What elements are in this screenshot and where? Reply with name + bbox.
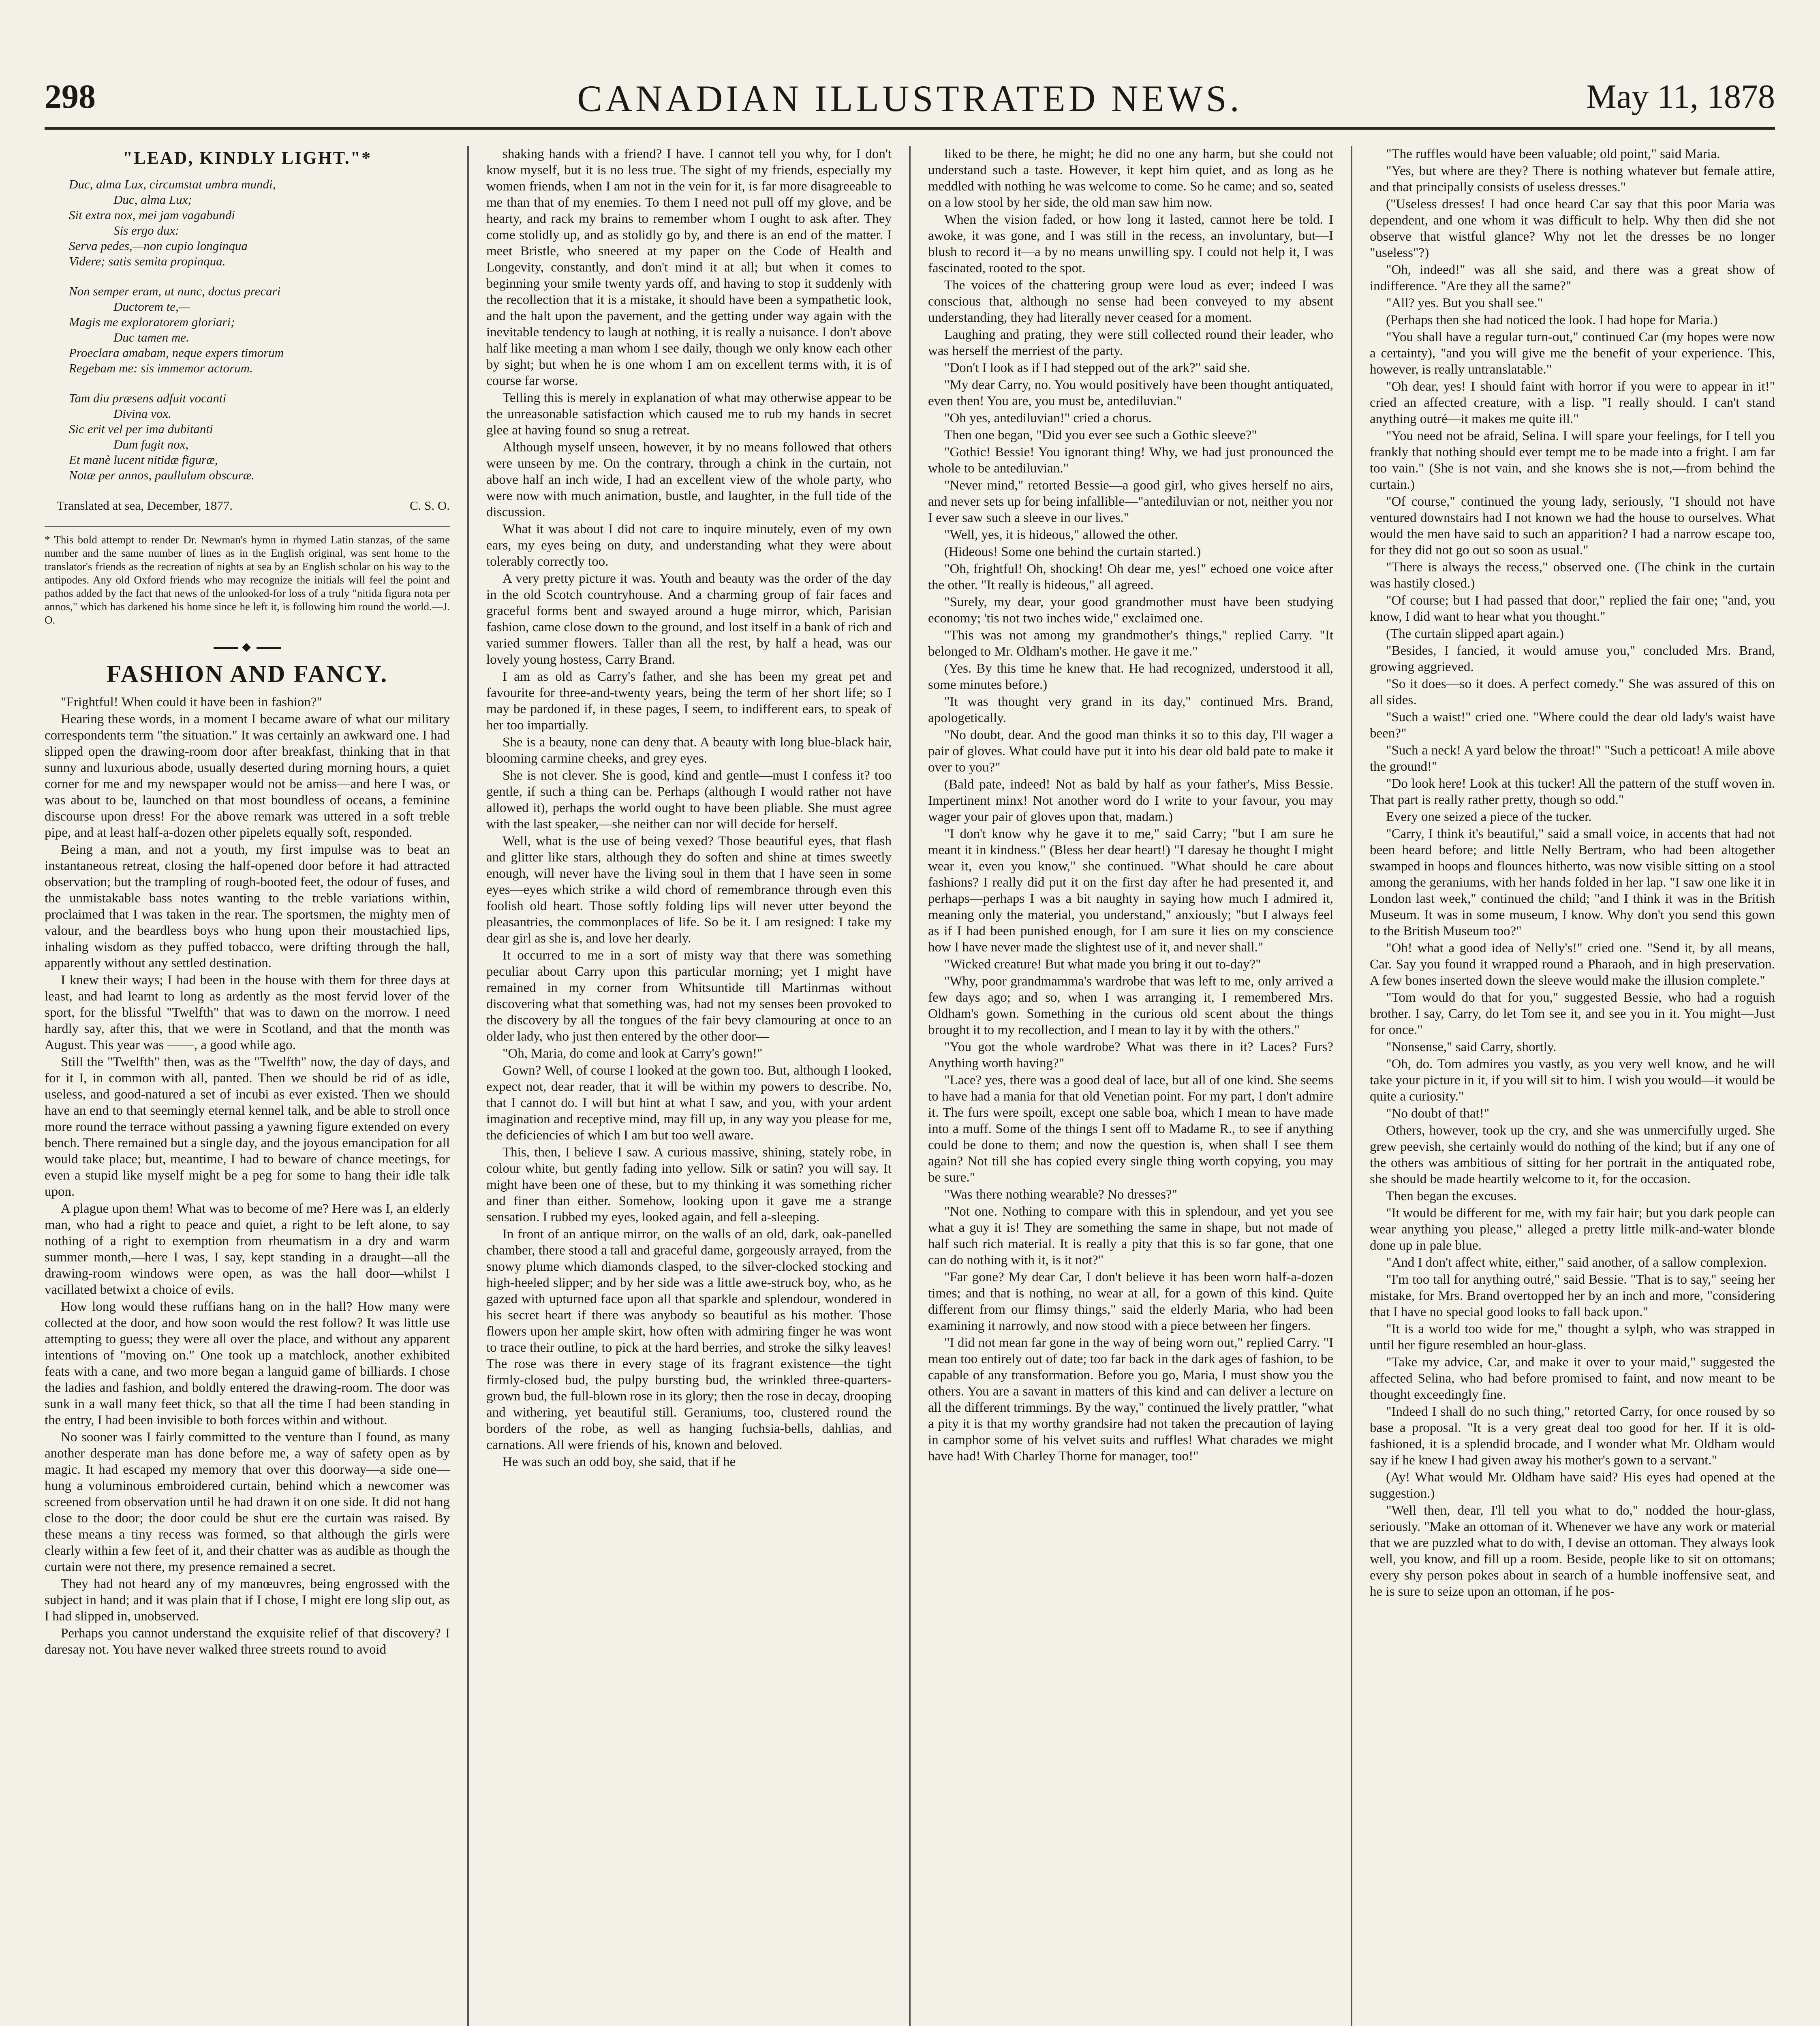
paragraph: "So it does—so it does. A perfect comedy." She was assured of this on all sides.: [1370, 677, 1775, 707]
paragraph: "Oh, Maria, do come and look at Carry's gown!": [503, 1046, 763, 1061]
paragraph: "Do look here! Look at this tucker! All the pattern of the stuff woven in. That part is really rather pretty, though so odd.": [1370, 776, 1775, 807]
column-3: [928, 146, 1333, 2026]
newspaper-page: [45, 61, 1775, 2026]
issue-date: May 11, 1878: [1586, 78, 1775, 115]
paragraph: "I don't know why he gave it to me," said Carry; "but I am sure he meant it in kindness." (Bless her dear heart!) "I daresay he thought I might wear it, even you know," she continued. "What should he care about fashions? I really did put it on the first day after he had presented it, and perhaps—perhaps I was a bit naughty in saying how much I admired it, meaning only the material, you understand," anxiously; "but I always feel as if I had been punished enough, for I am sure it lies on my conscience how I have never made the slightest use of it, and never shall.": [928, 827, 1333, 955]
paragraph: "Oh dear, yes! I should faint with horror if you were to appear in it!" cried an affected creature, with a lisp. "I really should. I can't stand anything outré—it makes me quite ill.": [1370, 379, 1775, 426]
page-number: 298: [45, 78, 96, 115]
column-divider: [909, 146, 911, 2026]
columns: [45, 146, 1775, 2026]
poem-line: Sic erit vel per ima dubitanti: [69, 422, 213, 436]
poem-line: Non semper eram, ut nunc, doctus precari: [69, 284, 281, 298]
poem-line: Duc, alma Lux, circumstat umbra mundi,: [69, 177, 276, 191]
paragraph: (The curtain slipped apart again.): [1386, 626, 1564, 641]
paragraph: "There is always the recess," observed one. (The chink in the curtain was hastily closed.): [1370, 560, 1775, 591]
paragraph: "It is a world too wide for me," thought a sylph, who was strapped in until her figure resembled an hour-glass.: [1370, 1322, 1775, 1353]
paragraph: Perhaps you cannot understand the exquisite relief of that discovery? I daresay not. You have never walked three streets round to avoid: [45, 1626, 450, 1657]
column-4: [1370, 146, 1775, 2026]
poem-line: Et manè lucent nitidæ figuræ,: [69, 453, 218, 467]
paragraph: She is not clever. She is good, kind and gentle—must I confess it? too gentle, if such a thing can be. Perhaps (although I would rather not have allowed it), perhaps the world ought to have been pliable. She must agree with the last speaker,—she neither can nor will decide for herself.: [486, 768, 892, 831]
paragraph: Being a man, and not a youth, my first impulse was to beat an instantaneous retreat, closing the half-opened door before it had attracted observation; but the trampling of rough-booted feet, the odour of fuses, and the unmistakable bass notes wanting to the treble variations within, proclaimed that I was taken in the rear. The sportsmen, the mighty men of valour, and the beardless boys who hung upon their moustachied lips, inhaling wisdom as they puffed tobacco, were drifting through the hall, apparently without any settled destination.: [45, 842, 450, 970]
paragraph: "No doubt, dear. And the good man thinks it so to this day, I'll wager a pair of gloves. What could have put it into his dear old bald pate to make it over to you?": [928, 728, 1333, 775]
paragraph: This, then, I believe I saw. A curious massive, shining, stately robe, in colour white, but gently fading into yellow. Silk or satin? you will say. It might have been one of these, but to my thinking it was something richer and finer than either. Somehow, looking upon it gave me a strange sensation. I rubbed my eyes, looked again, and fell a-sleeping.: [486, 1145, 892, 1225]
paragraph: "Of course," continued the young lady, seriously, "I should not have ventured downstairs had I not known we had the house to ourselves. What would the men have said to such an apparition? I had a narrow escape too, for they did not go out so soon as usual.": [1370, 494, 1775, 558]
paragraph: "I did not mean far gone in the way of being worn out," replied Carry. "I mean too entirely out of date; too far back in the dark ages of fashion, to be capable of any transformation. Before you go, Maria, I must show you the others. You are a savant in matters of this kind and can deliver a lecture on all the different trimmings. By the way," continued the lively prattler, "what a pity it is that my worthy grandsire had not taken the precaution of laying in camphor some of his velvet suits and ruffles! What charades we might have had! With Charley Thorne for manager, too!": [928, 1336, 1333, 1464]
article-text: [1370, 146, 1775, 1600]
paragraph: "Don't I look as if I had stepped out of the ark?" said she.: [944, 361, 1251, 375]
publication-title: CANADIAN ILLUSTRATED NEWS.: [577, 78, 1243, 119]
paragraph: "My dear Carry, no. You would positively have been thought antiquated, even then! You are, you must be, antediluvian.": [928, 378, 1333, 408]
paragraph: "You got the whole wardrobe? What was there in it? Laces? Furs? Anything worth having?": [928, 1040, 1333, 1071]
paragraph: "Oh, frightful! Oh, shocking! Oh dear me, yes!" echoed one voice after the other. "It really is hideous," all agreed.: [928, 562, 1333, 592]
paragraph: "You shall have a regular turn-out," continued Car (my hopes were now a certainty), "and you will give me the benefit of your experience. This, however, is really untranslatable.": [1370, 330, 1775, 377]
paragraph: "Tom would do that for you," suggested Bessie, who had a roguish brother. I say, Carry, do let Tom see it, and see you in it. You might—Just for once.": [1370, 990, 1775, 1037]
poem-line: Duc, alma Lux;: [113, 192, 192, 207]
paragraph: "Far gone? My dear Car, I don't believe it has been worn half-a-dozen times; and that is nothing, no wear at all, for a gown of this kind. Quite different from our flimsy things," said the elderly Maria, who had been examining it narrowly, and now stood with a piece between her fingers.: [928, 1270, 1333, 1333]
paragraph: "Frightful! When could it have been in fashion?": [61, 695, 322, 710]
paragraph: "Carry, I think it's beautiful," said a small voice, in accents that had not been heard before; and little Nelly Bertram, who had been altogether swamped in hoops and flounces hitherto, was now visible sitting on a stool among the geraniums, with her hands folded in her lap. "I saw one like it in London last week," continued the child; "and I think it was in the British Museum. It was in some museum, I know. Why don't you send this gown to the British Museum too?": [1370, 827, 1775, 938]
paragraph: Gown? Well, of course I looked at the gown too. But, although I looked, expect not, dear reader, that it will be within my powers to describe. No, that I cannot do. I will but hint at what I saw, and you, with your ardent imagination and receptive mind, may fill up, in any way you please for me, the deficiencies of which I am but too well aware.: [486, 1063, 892, 1143]
paragraph: In front of an antique mirror, on the walls of an old, dark, oak-panelled chamber, there stood a tall and graceful dame, gorgeously arrayed, from the snowy plume which diamonds clasped, to the silver-clocked stocking and high-heeled slipper; and by her side was a little awe-struck boy, who, as he gazed with upturned face upon all that sparkle and splendour, wondered in his secret heart if there was anybody so beautiful as his mother. Those flowers upon her ample skirt, how often with admiring finger he was wont to trace their outline, to pick at the hard berries, and stroke the silky leaves! The rose was there in every stage of its fragrant existence—the tight firmly-closed bud, the pulpy bursting bud, the wrinkled three-quarters-grown bud, the full-blown rose in its glory; then the rose in decay, drooping and withering, yet beautiful still. Geraniums, too, clustered round the borders of the robe, as well as hanging fuchsia-bells, dahlias, and carnations. All were friends of his, known and beloved.: [486, 1227, 892, 1452]
poem-line: Notæ per annos, paullulum obscuræ.: [69, 468, 255, 482]
poem-line: Magis me exploratorem gloriari;: [69, 315, 235, 329]
paragraph: When the vision faded, or how long it lasted, cannot here be told. I awoke, it was gone, and I was still in the recess, an involuntary, but—I blush to record it—a by no means unwilling spy. I could not help it, I was fascinated, rooted to the spot.: [928, 212, 1333, 276]
paragraph: "Nonsense," said Carry, shortly.: [1386, 1040, 1557, 1054]
poem-stanza: [45, 177, 450, 269]
paragraph: She is a beauty, none can deny that. A beauty with long blue-black hair, blooming carmine cheeks, and grey eyes.: [486, 735, 892, 766]
paragraph: Laughing and prating, they were still collected round their leader, who was herself the merriest of the party.: [928, 327, 1333, 358]
paragraph: "Wicked creature! But what made you bring it out to-day?": [944, 957, 1261, 972]
paragraph: No sooner was I fairly committed to the venture than I found, as many another desperate man has done before me, a way of safety open as by magic. It had escaped my memory that over this doorway—a side one—hung a voluminous embroidered curtain, behind which a newcomer was screened from observation until he had drawn it on one side. It did not hang close to the door; the door could be shut ere the curtain was raised. By these means a tiny recess was formed, so that although the girls were clearly within a few feet of it, and their chatter was as audible as though the curtain were not there, my presence remained a secret.: [45, 1430, 450, 1574]
paragraph: "Lace? yes, there was a good deal of lace, but all of one kind. She seems to have had a mania for that old Venetian point. For my part, I don't admire it. The furs were spoilt, except one sable boa, which I mean to have made into a muff. Some of the things I sent off to Madame R., to see if anything could be done to them; and now the question is, when shall I see them again? Not till she has copied every single thing worth copying, you may be sure.": [928, 1073, 1333, 1185]
paragraph: Telling this is merely in explanation of what may otherwise appear to be the unreasonable satisfaction which caused me to rub my hands in secret glee at having found so snug a retreat.: [486, 391, 892, 438]
poem-stanza: [45, 284, 450, 376]
paragraph: "Take my advice, Car, and make it over to your maid," suggested the affected Selina, who had before promised to faint, and now meant to be thought exceedingly fine.: [1370, 1355, 1775, 1402]
poem-line: Ductorem te,—: [113, 299, 190, 314]
translation-note: Translated at sea, December, 1877.: [57, 498, 233, 513]
paragraph: I knew their ways; I had been in the house with them for three days at least, and had learnt to long as ardently as the most fervid lover of the sport, for the blissful "Twelfth" that was to dawn on the morrow. I need hardly say, after this, that we were in Scotland, and that the month was August. This year was ——, a good while ago.: [45, 973, 450, 1052]
paragraph: "Such a neck! A yard below the throat!" "Such a petticoat! A mile above the ground!": [1370, 743, 1775, 774]
article-text: [486, 146, 892, 1470]
poem-line: Duc tamen me.: [113, 330, 189, 344]
paragraph: A plague upon them! What was to become of me? Here was I, an elderly man, who had a right to peace and quiet, a right to be left alone, to say nothing of a right to exemption from rheumatism in a dry and warm summer month,—here I was, I say, kept standing in a draught—all the drawing-room windows were open, as was the hall door—whilst I vacillated betwixt a choice of evils.: [45, 1201, 450, 1297]
paragraph: "Was there nothing wearable? No dresses?": [944, 1187, 1177, 1202]
paragraph: "Besides, I fancied, it would amuse you," concluded Mrs. Brand, growing aggrieved.: [1370, 643, 1775, 674]
paragraph: (Ay! What would Mr. Oldham have said? His eyes had opened at the suggestion.): [1370, 1470, 1775, 1501]
paragraph: "I'm too tall for anything outré," said Bessie. "That is to say," seeing her mistake, for Mrs. Brand overtopped her by an inch and more, "considering that I have no special good looks to fall back upon.": [1370, 1272, 1775, 1319]
paragraph: (Perhaps then she had noticed the look. I had hope for Maria.): [1386, 313, 1718, 327]
paragraph: "Oh, do. Tom admires you vastly, as you very well know, and he will take your picture in it, if you will sit to him. I wish you would—it would be quite a curiosity.": [1370, 1057, 1775, 1104]
paragraph: "Surely, my dear, your good grandmother must have been studying economy; 'tis not two inches wide," exclaimed one.: [928, 595, 1333, 626]
paragraph: A very pretty picture it was. Youth and beauty was the order of the day in the old Scotch countryhouse. And a charming group of fair faces and graceful forms bent and swayed around a huge mirror, which, Parisian fashion, came close down to the ground, and lost itself in a bank of rich and varied summer flowers. Taller than all the rest, by half a head, was our lovely young hostess, Carry Brand.: [486, 571, 892, 667]
paragraph: "It would be different for me, with my fair hair; but you dark people can wear anything you please," alleged a pretty little milk-and-water blonde done up in pale blue.: [1370, 1206, 1775, 1253]
paragraph: Well, what is the use of being vexed? Those beautiful eyes, that flash and glitter like stars, although they do soften and shine at times sweetly enough, will never have the living soul in them that I have seen in some eyes—eyes which strike a wild chord of remembrance through even this foolish old heart. Those softly folding lips will never utter beyond the pleasantries, the commonplaces of life. So be it. I am resigned: I take my dear girl as she is, and love her dearly.: [486, 834, 892, 946]
column-1: [45, 146, 450, 2026]
divider-ornament: ◆: [45, 639, 450, 655]
poem-line: Regebam me: sis immemor actorum.: [69, 361, 253, 375]
paragraph: It occurred to me in a sort of misty way that there was something peculiar about Carry upon this particular morning; yet I might have remained in my corner from Whitsuntide till Martinmas without discovering what that something was, had not my senses been provoked to the discovery by all the tongues of the fair bevy clamouring at once to an older lady, who just then entered by the other door—: [486, 948, 892, 1044]
paragraph: "This was not among my grandmother's things," replied Carry. "It belonged to Mr. Oldham's mother. He gave it me.": [928, 628, 1333, 659]
paragraph: liked to be there, he might; he did no one any harm, but she could not understand such a taste. However, it kept him quiet, and as long as he meddled with nothing he was welcome to come. So he came; and so, seated on a low stool by her side, the old man saw him now.: [928, 147, 1333, 210]
footnote: * This bold attempt to render Dr. Newman's hymn in rhymed Latin stanzas, of the same number and the same number of lines as in the English original, was sent home to the translator's friends as the recreation of nights at sea by an English scholar on his way to the antipodes. Any old Oxford friends who may recognize the initials will feel the point and pathos added by the fact that news of the unlooked-for loss of a truly "nitida figura nota per annos," which has darkened his home since he left it, is following him round the world.—J. O.: [45, 526, 450, 627]
paragraph: How long would these ruffians hang on in the hall? How many were collected at the door, and how soon would the rest follow? It was little use attempting to guess; they were all over the place, and without any apparent intentions of "moving on." One took up a matchlock, another exhibited feats with a cane, and two more began a languid game of billiards. I chose the ladies and fashion, and boldly entered the drawing-room. The door was sunk in a wall many feet thick, so that all the time I had been standing in the entry, I had been invisible to both forces within and without.: [45, 1299, 450, 1428]
poem-stanza: [45, 391, 450, 483]
masthead: [45, 61, 1775, 130]
paragraph: Still the "Twelfth" then, was as the "Twelfth" now, the day of days, and for it I, in common with all, panted. Then we should be rid of as idle, useless, and good-natured a set of incubi as ever existed. Then we should have an end to that seemingly eternal kennel talk, and be able to stroll once more round the terrace without passing a yawning figure extended on every bench. There remained but a single day, and the joyous emancipation for all would take place; but, meantime, I had to beware of chance meetings, for even a stupid like myself might be a peg for some to hang their idle talk upon.: [45, 1055, 450, 1199]
poem-line: Divina vox.: [113, 406, 171, 421]
translator-initials: C. S. O.: [409, 498, 450, 513]
paragraph: shaking hands with a friend? I have. I cannot tell you why, for I don't know myself, but it is no less true. The sight of my friends, especially my women friends, when I am not in the vein for it, is far more disagreeable to me than that of my enemies. To them I need not pull off my glove, and be hearty, and rack my brains to remember whom I ought to ask after. They come stolidly up, and as stolidly go by, and there is an end of the matter. I meet Bristle, who sneered at my paper on the Code of Health and Longevity, constantly, and don't mind it at all; but when it comes to beginning your smile twenty yards off, and having to stop it suddenly with the recollection that it is a mistake, it should have been a sympathetic look, and the halt upon the pavement, and the getting under way again with the inevitable tendency to laugh at nothing, it is really a nuisance. I don't above half like meeting a man whom I see daily, though we only know each other by sight; but when he is one whom I am on excellent terms with, it is of course far worse.: [486, 147, 892, 388]
paragraph: They had not heard any of my manœuvres, being engrossed with the subject in hand; and it was plain that if I chose, I might ere long slip out, as I had slipped in, unobserved.: [45, 1577, 450, 1624]
paragraph: (Bald pate, indeed! Not as bald by half as your father's, Miss Bessie. Impertinent minx! Not another word do I write to your favour, you may wager your pair of gloves upon that, madam.): [928, 777, 1333, 824]
paragraph: "Not one. Nothing to compare with this in splendour, and yet you see what a guy it is! They are something the same in shape, but not made of half such rich material. It is really a pity that this is so far gone, that one can do nothing with it, is it not?": [928, 1204, 1333, 1267]
paragraph: "You need not be afraid, Selina. I will spare your feelings, for I tell you frankly that nothing should ever tempt me to be made into a fright. I am far too vain." (She is not vain, and she knows she is not,—from behind the curtain.): [1370, 429, 1775, 492]
poem-line: Dum fugit nox,: [113, 437, 189, 451]
poem-line: Tam diu præsens adfuit vocanti: [69, 391, 227, 405]
paragraph: "Never mind," retorted Bessie—a good girl, who gives herself no airs, and never sets up for being infallible—"antediluvian or not, neither you nor I ever saw such a sleeve in our lives.": [928, 478, 1333, 525]
paragraph: "It was thought very grand in its day," continued Mrs. Brand, apologetically.: [928, 695, 1333, 725]
paragraph: Then one began, "Did you ever see such a Gothic sleeve?": [944, 428, 1257, 442]
paragraph: "And I don't affect white, either," said another, of a sallow complexion.: [1386, 1255, 1767, 1270]
poem-title: "LEAD, KINDLY LIGHT."*: [122, 148, 372, 168]
paragraph: Although myself unseen, however, it by no means followed that others were unseen by me. On the contrary, through a chink in the curtain, not above half an inch wide, I had an excellent view of the whole party, who were now with much animation, bustle, and laughter, in the full tide of the discussion.: [486, 440, 892, 519]
paragraph: What it was about I did not care to inquire minutely, even of my own ears, my eyes being on duty, and understanding what they were about tolerably correctly too.: [486, 522, 892, 569]
poem-line: Serva pedes,—non cupio longinqua: [69, 239, 248, 253]
article-title: FASHION AND FANCY.: [106, 660, 388, 687]
paragraph: "Why, poor grandmamma's wardrobe that was left to me, only arrived a few days ago; and so, when I was arranging it, I remembered Mrs. Oldham's gown. Something in the curious old scent about the things brought it to my recollection, and I mean to lay it by with the others.": [928, 974, 1333, 1037]
paragraph: "Indeed I shall do no such thing," retorted Carry, for once roused by so base a proposal. "It is a very great deal too good for her. If it is old-fashioned, it is a splendid brocade, and I wonder what Mr. Oldham would say if he knew I had given away his mother's gown to a servant.": [1370, 1404, 1775, 1468]
poem: [45, 177, 450, 483]
paragraph: (Hideous! Some one behind the curtain started.): [944, 545, 1201, 559]
paragraph: "The ruffles would have been valuable; old point," said Maria.: [1386, 147, 1720, 161]
paragraph: Every one seized a piece of the tucker.: [1386, 810, 1592, 824]
poem-line: Proeclara amabam, neque expers timorum: [69, 346, 284, 360]
poem-signature: [57, 498, 450, 514]
paragraph: "Of course; but I had passed that door," replied the fair one; "and, you know, I did want to hear what you thought.": [1370, 593, 1775, 624]
poem-line: Videre; satis semita propinqua.: [69, 254, 226, 268]
column-divider: [1351, 146, 1352, 2026]
paragraph: "Gothic! Bessie! You ignorant thing! Why, we had just pronounced the whole to be antediluvian.": [928, 445, 1333, 476]
paragraph: ("Useless dresses! I had once heard Car say that this poor Maria was dependent, and one whom it was difficult to help. Why then did she not observe that wistful glance? Why not let the dresses be no longer "useless"?): [1370, 197, 1775, 260]
article-text: [45, 694, 450, 1658]
paragraph: "Oh yes, antediluvian!" cried a chorus.: [944, 411, 1152, 425]
paragraph: "Oh, indeed!" was all she said, and there was a great show of indifference. "Are they all the same?": [1370, 263, 1775, 293]
paragraph: "Yes, but where are they? There is nothing whatever but female attire, and that principally consists of useless dresses.": [1370, 164, 1775, 194]
paragraph: I am as old as Carry's father, and she has been my great pet and favourite for three-and-twenty years, being the term of her short life; so I may be pardoned if, in these pages, I seem, to indifferent ears, to speak of her too impartially.: [486, 669, 892, 733]
column-divider: [467, 146, 469, 2026]
paragraph: He was such an odd boy, she said, that if he: [503, 1455, 736, 1469]
paragraph: The voices of the chattering group were loud as ever; indeed I was conscious that, although no sense had been conveyed to my absent understanding, they had literally never ceased for a moment.: [928, 278, 1333, 325]
article-text: [928, 146, 1333, 1464]
paragraph: "Oh! what a good idea of Nelly's!" cried one. "Send it, by all means, Car. Say you found it wrapped round a Pharaoh, and in high preservation. A few bones inserted down the sleeve would make the illusion complete.": [1370, 941, 1775, 988]
poem-line: Sis ergo dux:: [113, 223, 180, 237]
poem-line: Sit extra nox, mei jam vagabundi: [69, 208, 235, 222]
paragraph: "Well, yes, it is hideous," allowed the other.: [944, 528, 1178, 542]
paragraph: Then began the excuses.: [1386, 1189, 1517, 1203]
paragraph: "No doubt of that!": [1386, 1106, 1490, 1121]
paragraph: Others, however, took up the cry, and she was unmercifully urged. She grew peevish, she certainly would do nothing of the kind; but if any one of the others was ambitious of sitting for her portrait in the antiquated robe, she should be made heartily welcome to it, for the occasion.: [1370, 1123, 1775, 1186]
paragraph: "Well then, dear, I'll tell you what to do," nodded the hour-glass, seriously. "Make an ottoman of it. Whenever we have any work or material that we are puzzled what to do with, I devise an ottoman. They always look well, you know, and fill up a room. Beside, people like to sit on ottomans; every shy person pokes about in search of a humble inoffensive seat, and he is sure to seize upon an ottoman, if he pos-: [1370, 1503, 1775, 1599]
paragraph: Hearing these words, in a moment I became aware of what our military correspondents term "the situation." It was certainly an awkward one. I had slipped open the drawing-room door after breakfast, thinking that in that sunny and luxurious abode, usually deserted during morning hours, a quiet corner for me and my newspaper would not be amiss—and here I was, or was about to be, launched on that most boundless of oceans, a feminine discourse upon dress! For the above remark was uttered in a soft treble pipe, and at least half-a-dozen other pipelets equally soft, responded.: [45, 712, 450, 840]
paragraph: "Such a waist!" cried one. "Where could the dear old lady's waist have been?": [1370, 710, 1775, 741]
column-2: [486, 146, 892, 2026]
paragraph: "All? yes. But you shall see.": [1386, 296, 1543, 310]
paragraph: (Yes. By this time he knew that. He had recognized, understood it all, some minutes before.): [928, 661, 1333, 692]
